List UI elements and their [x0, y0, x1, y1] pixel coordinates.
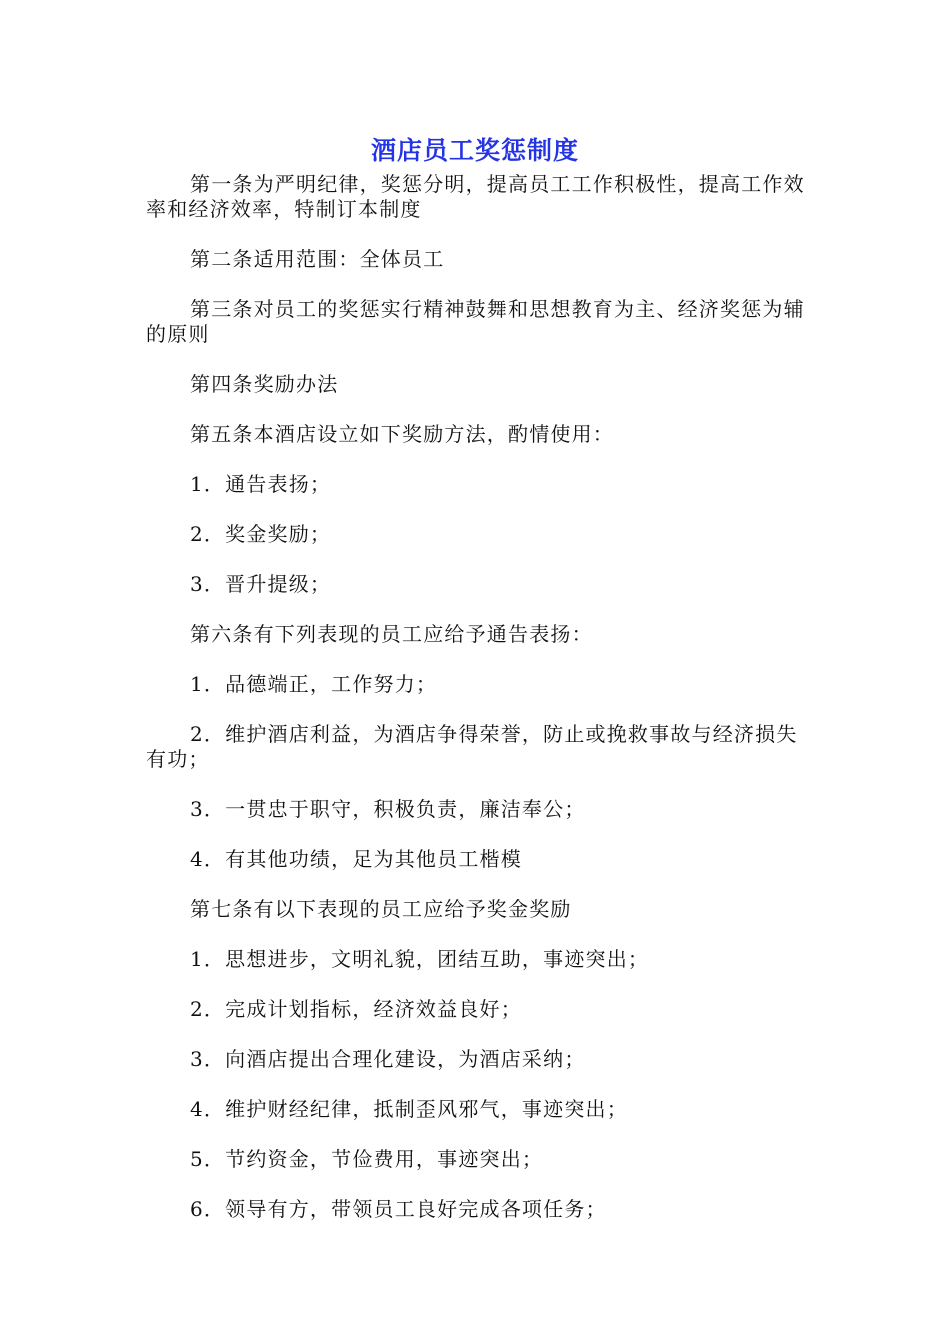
document-body: [146, 172, 806, 1247]
list-item: 2．奖金奖励；: [190, 522, 332, 546]
list-item: 2．维护酒店利益，为酒店争得荣誉，防止或挽救事故与经济损失有功；: [146, 722, 798, 771]
list-item: 1．品德端正，工作努力；: [190, 672, 438, 696]
paragraph: 第二条适用范围：全体员工: [190, 247, 445, 271]
list-item: 6．领导有方，带领员工良好完成各项任务；: [190, 1197, 607, 1221]
paragraph: 第四条奖励办法: [190, 372, 339, 396]
list-item: 1．通告表扬；: [190, 472, 332, 496]
paragraph: 第三条对员工的奖惩实行精神鼓舞和思想教育为主、经济奖惩为辅的原则: [146, 297, 805, 346]
paragraph: 第六条有下列表现的员工应给予通告表扬：: [190, 622, 593, 646]
paragraph: 第七条有以下表现的员工应给予奖金奖励: [190, 897, 572, 921]
paragraph: 第五条本酒店设立如下奖励方法，酌情使用：: [190, 422, 614, 446]
list-item: 3．晋升提级；: [190, 572, 332, 596]
list-item: 5．节约资金，节俭费用，事迹突出；: [190, 1147, 544, 1171]
list-item: 1．思想进步，文明礼貌，团结互助，事迹突出；: [190, 947, 650, 971]
list-item: 3．向酒店提出合理化建设，为酒店采纳；: [190, 1047, 586, 1071]
paragraph: 第一条为严明纪律，奖惩分明，提高员工工作积极性，提高工作效率和经济效率，特制订本制度: [146, 172, 805, 221]
list-item: 3．一贯忠于职守，积极负责，廉洁奉公；: [190, 797, 586, 821]
list-item: 4．维护财经纪律，抵制歪风邪气，事迹突出；: [190, 1097, 628, 1121]
list-item: 4．有其他功绩，足为其他员工楷模: [190, 847, 522, 871]
document-title: 酒店员工奖惩制度: [370, 136, 579, 165]
list-item: 2．完成计划指标，经济效益良好；: [190, 997, 522, 1021]
